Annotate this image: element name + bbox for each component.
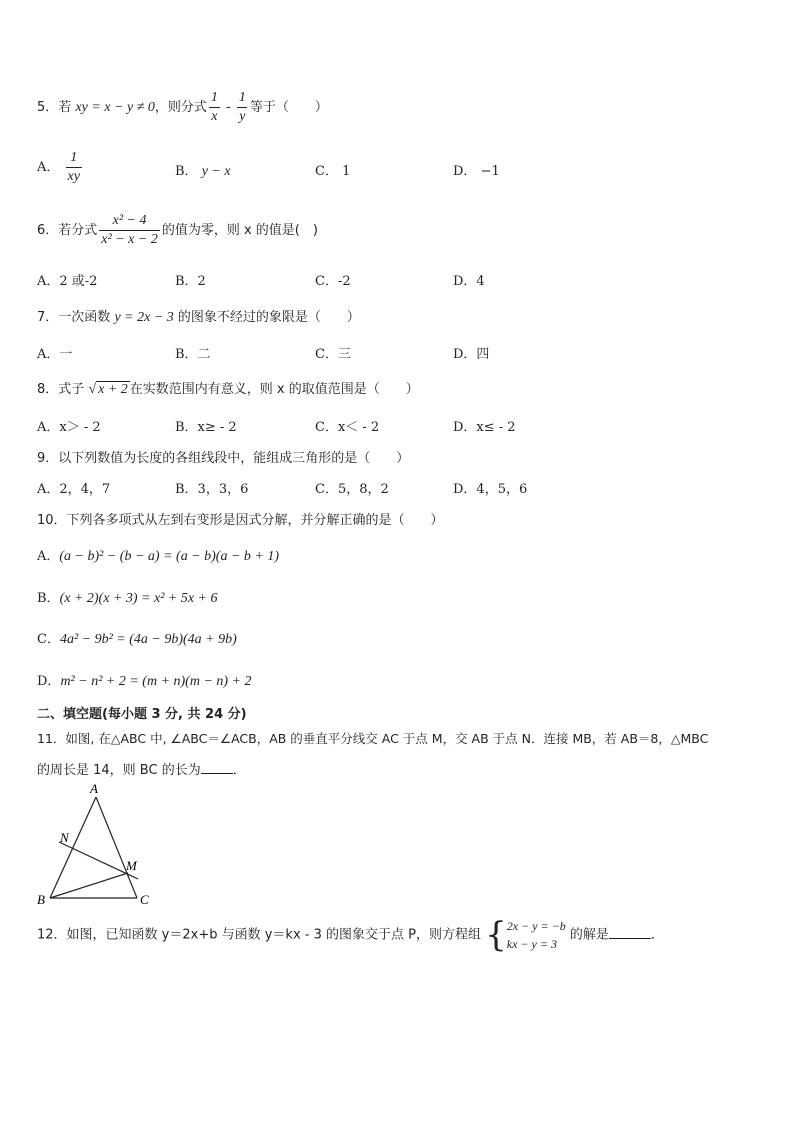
label-n: N xyxy=(60,830,69,845)
option-d: D． −1 xyxy=(453,164,500,179)
question-number: 6． xyxy=(37,223,59,238)
option-c: C．x＜ - 2 xyxy=(315,420,380,435)
option-b: B．x≥ - 2 xyxy=(175,420,237,435)
label-b: B xyxy=(37,892,45,907)
option-c: C． 1 xyxy=(315,164,351,179)
option-b: B．2 xyxy=(175,274,206,289)
square-root-expression: √ x + 2 xyxy=(88,382,128,397)
label-m: M xyxy=(126,858,137,873)
option-c: C．-2 xyxy=(315,274,351,289)
question-12: 12．如图，已知函数 y＝2x+b 与函数 y＝kx - 3 的图象交于点 P，则方程组 { 2x − y = −b kx − y = 3 的解是 ． xyxy=(37,915,664,955)
question-11-line-1: 11．如图, 在△ABC 中, ∠ABC＝∠ACB，AB 的垂直平分线交 AC 于点 M，交 AB 于点 N．连接 MB，若 AB＝8，△MBC xyxy=(37,731,709,746)
equation-1: 2x − y = −b xyxy=(506,919,566,933)
question-text: 一次函数 xyxy=(58,310,111,325)
question-5 xyxy=(37,90,328,125)
equation-system: { 2x − y = −b kx − y = 3 xyxy=(485,915,566,955)
question-7 xyxy=(37,306,360,326)
option-d: D．m² − n² + 2 = (m + n)(m − n) + 2 xyxy=(37,674,252,689)
answer-blank[interactable] xyxy=(609,938,651,939)
question-6 xyxy=(37,213,318,248)
fraction-1-over-y: $\frac{1}{y}$ xyxy=(238,90,246,124)
side-ab xyxy=(50,797,96,898)
question-11-line-2: 的周长是 14，则 BC 的长为 ． xyxy=(37,763,246,778)
equation-2: kx − y = 3 xyxy=(506,937,557,951)
question-text: 等于（ ） xyxy=(249,100,328,115)
condition-expression: xy = x − y ≠ 0 xyxy=(75,100,155,115)
question-text: 若分式 xyxy=(58,223,98,238)
question-text: 的值为零，则 x 的值是( ) xyxy=(161,223,318,238)
question-text: 式子 xyxy=(58,382,85,397)
question-number: 8． xyxy=(37,382,59,397)
label-c: C xyxy=(140,892,149,907)
option-d: D．四 xyxy=(453,347,490,362)
option-c: C．5，8，2 xyxy=(315,482,389,497)
segment-mb xyxy=(50,873,128,898)
question-text: 的图象不经过的象限是（ ） xyxy=(177,310,360,325)
question-10: 10．下列各多项式从左到右变形是因式分解，并分解正确的是（ ） xyxy=(37,513,444,528)
question-number: 5． xyxy=(37,100,59,115)
question-8 xyxy=(37,378,419,398)
section-heading: 二、填空题(每小题 3 分, 共 24 分) xyxy=(37,707,247,722)
question-text: ，则分式 xyxy=(154,100,207,115)
option-a: A．一 xyxy=(37,347,73,362)
question-text: 在实数范围内有意义，则 x 的取值范围是（ ） xyxy=(129,382,419,397)
option-b: B．(x + 2)(x + 3) = x² + 5x + 6 xyxy=(37,591,218,606)
option-b: B．3，3，6 xyxy=(175,482,249,497)
question-number: 7． xyxy=(37,310,59,325)
fraction-expression: $\frac{\text{x² − 4}}{\text{x² − x − 2}}$ xyxy=(101,213,158,247)
option-c: C．4a² − 9b² = (4a − 9b)(4a + 9b) xyxy=(37,632,237,647)
question-9: 9．以下列数值为长度的各组线段中，能组成三角形的是（ ） xyxy=(37,451,410,466)
function-expression: y = 2x − 3 xyxy=(114,310,174,325)
option-a: A． $\frac{1}{xy}$ xyxy=(37,150,80,184)
triangle-figure xyxy=(30,780,160,910)
option-b: B． y − x xyxy=(175,164,231,179)
option-a: A．2，4，7 xyxy=(37,482,111,497)
fraction-1-over-xy: $\frac{1}{xy}$ xyxy=(67,150,80,184)
minus-sign: - xyxy=(226,100,231,115)
answer-blank[interactable] xyxy=(201,773,233,774)
side-ac xyxy=(96,797,137,898)
option-b: B．二 xyxy=(175,347,211,362)
option-a: A．x＞ - 2 xyxy=(37,420,101,435)
option-d: D．x≤ - 2 xyxy=(453,420,516,435)
option-a: A．(a − b)² − (b − a) = (a − b)(a − b + 1) xyxy=(37,549,280,564)
option-d: D．4 xyxy=(453,274,485,289)
question-text: 若 xyxy=(58,100,72,115)
fraction-1-over-x: $\frac{1}{x}$ xyxy=(210,90,218,124)
option-c: C．三 xyxy=(315,347,351,362)
label-a: A xyxy=(90,781,98,796)
option-a: A．2 或-2 xyxy=(37,274,98,289)
option-d: D．4，5，6 xyxy=(453,482,528,497)
